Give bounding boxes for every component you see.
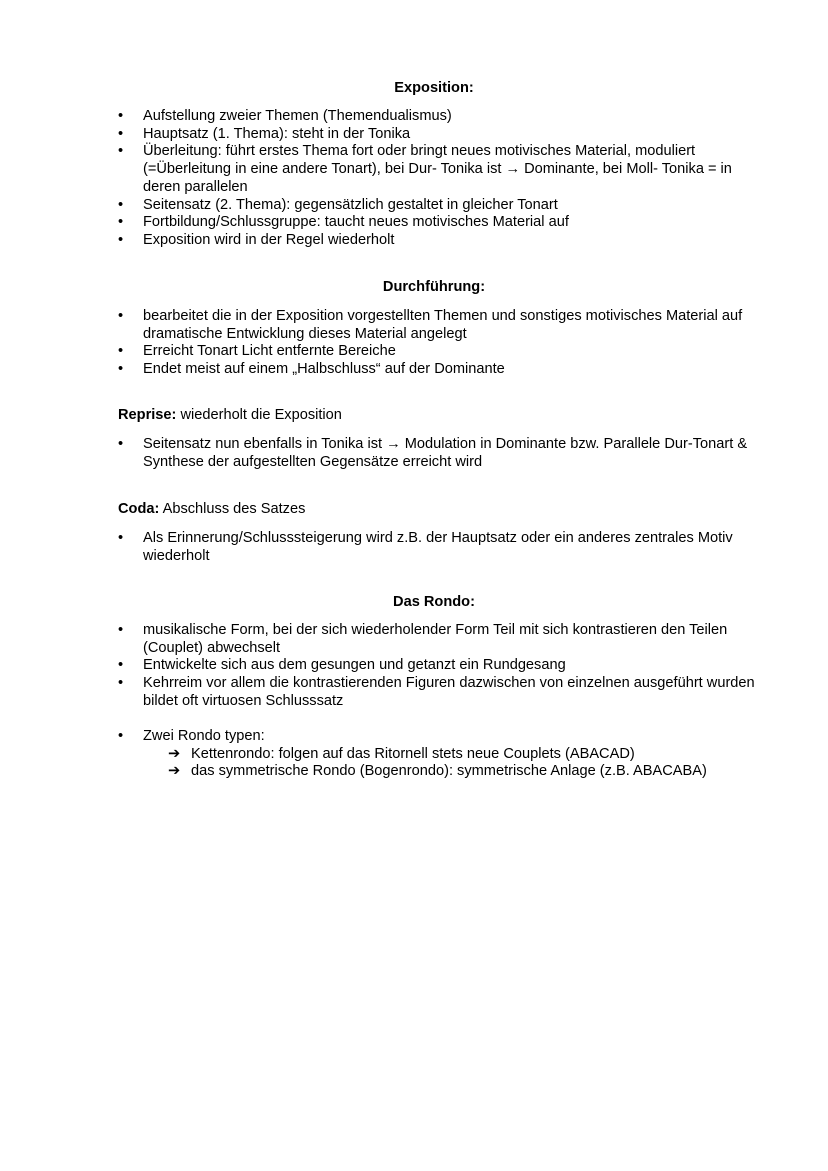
list-item: • Seitensatz (2. Thema): gegensätzlich gestaltet in gleicher Tonart	[118, 196, 558, 213]
bullet-icon: •	[118, 231, 124, 248]
coda-paragraph	[118, 501, 758, 519]
bullet-icon: •	[118, 436, 124, 452]
rondo-types-label: Zwei Rondo typen:	[143, 728, 265, 744]
list-item: • Überleitung: führt erstes Thema fort oder bringt neues motivisches Material, moduliert (=Überleitung in eine andere Tonart), bei Dur- Tonika ist → Dominante, bei Moll- Tonika = in deren parallelen	[118, 143, 732, 195]
bullet-icon: •	[118, 308, 124, 324]
list-item: • Entwickelte sich aus dem gesungen und getanzt ein Rundgesang	[118, 657, 566, 674]
list-item: • Hauptsatz (1. Thema): steht in der Tonika	[118, 125, 411, 142]
rondo-types-list	[118, 728, 758, 781]
bullet-icon: •	[118, 530, 124, 546]
list-item: • musikalische Form, bei der sich wiederholender Form Teil mit sich kontrastieren den Teilen (Couplet) abwechselt	[118, 622, 728, 656]
arrow-right-icon: ➔	[168, 763, 181, 780]
rondo-list	[118, 622, 758, 711]
durchfuehrung-list	[118, 308, 758, 379]
reprise-text: wiederholt die Exposition	[176, 407, 342, 423]
sublist-item: ➔ das symmetrische Rondo (Bogenrondo): symmetrische Anlage (z.B. ABACABA)	[168, 763, 707, 780]
bullet-icon: •	[118, 143, 124, 160]
rondo-heading: Das Rondo:	[393, 594, 475, 610]
list-item: • Fortbildung/Schlussgruppe: taucht neues motivisches Material auf	[118, 214, 569, 231]
list-item: • Erreicht Tonart Licht entfernte Bereiche	[118, 343, 396, 360]
coda-label: Coda:	[118, 501, 160, 517]
reprise-list	[118, 436, 758, 471]
list-item: • Seitensatz nun ebenfalls in Tonika ist → Modulation in Dominante bzw. Parallele Dur-Tonart & Synthese der aufgestellten Gegensätze erreicht wird	[118, 436, 748, 470]
exposition-list	[118, 108, 758, 250]
reprise-label: Reprise:	[118, 407, 177, 423]
coda-list	[118, 530, 758, 565]
list-item	[118, 728, 758, 781]
list-item: • Aufstellung zweier Themen (Themendualismus)	[118, 108, 452, 124]
list-item: • bearbeitet die in der Exposition vorgestellten Themen und sonstiges motivisches Material auf dramatische Entwicklung dieses Material angelegt	[118, 308, 743, 342]
bullet-icon: •	[118, 361, 124, 378]
list-item: • Kehrreim vor allem die kontrastierenden Figuren dazwischen von einzelnen ausgeführt wurden bildet oft virtuosen Schlusssatz	[118, 675, 755, 709]
list-item: • Als Erinnerung/Schlusssteigerung wird z.B. der Hauptsatz oder ein anderes zentrales Motiv wiederholt	[118, 530, 733, 564]
bullet-icon: •	[118, 622, 124, 638]
rondo-types-sublist	[143, 746, 758, 781]
bullet-icon: •	[118, 728, 124, 744]
list-item: • Endet meist auf einem „Halbschluss“ auf der Dominante	[118, 361, 505, 378]
durchfuehrung-heading: Durchführung:	[382, 279, 486, 295]
bullet-icon: •	[118, 108, 124, 124]
exposition-heading: Exposition:	[394, 80, 474, 96]
bullet-icon: •	[118, 196, 124, 213]
bullet-icon: •	[118, 343, 124, 360]
bullet-icon: •	[118, 675, 124, 692]
arrow-right-icon: ➔	[168, 745, 181, 762]
list-item: • Exposition wird in der Regel wiederholt	[118, 231, 395, 248]
reprise-paragraph	[118, 407, 758, 425]
bullet-icon: •	[118, 657, 124, 674]
sublist-item: ➔ Kettenrondo: folgen auf das Ritornell stets neue Couplets (ABACAD)	[168, 745, 635, 762]
bullet-icon: •	[118, 214, 124, 231]
bullet-icon: •	[118, 125, 124, 142]
coda-text: Abschluss des Satzes	[159, 501, 306, 517]
